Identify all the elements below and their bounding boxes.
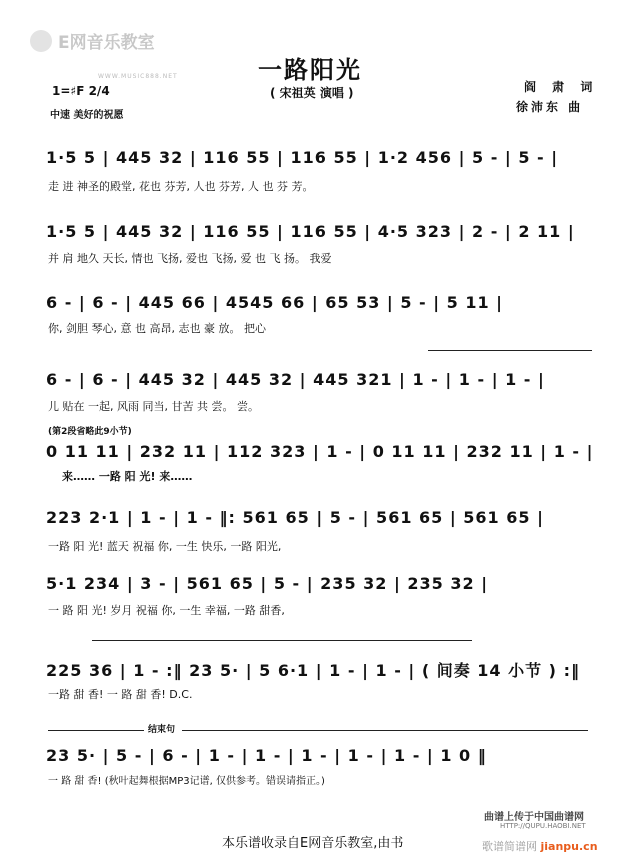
score-line-5-lyrics: 来…… 一路 阳 光! 来……: [62, 470, 193, 483]
score-line-6-lyrics: 一路 阳 光! 蓝天 祝福 你, 一生 快乐, 一路 阳光,: [48, 540, 282, 553]
volta-bracket-line-4: [428, 350, 592, 351]
score-line-3-notes: 6 - | 6 - | 445 66 | 4545 66 | 65 53 | 5 - | 5 11 |: [46, 293, 504, 312]
watermark-url: HTTP://QUPU.HAOBI.NET: [500, 822, 586, 830]
logo-icon: [30, 30, 52, 52]
ending-label: 结束句: [148, 725, 176, 735]
composer-credit: 徐沛东 曲: [516, 100, 584, 114]
score-line-4-notes: 6 - | 6 - | 445 32 | 445 32 | 445 321 | 1 - | 1 - | 1 - |: [46, 370, 545, 389]
score-line-8-notes: 225 36 | 1 - :‖ 23 5· | 5 6·1 | 1 - | 1 - | ( 间奏 14 小节 ) :‖: [46, 661, 580, 680]
volta-bracket-line-8: [92, 640, 472, 641]
score-line-5-notes: 0 11 11 | 232 11 | 112 323 | 1 - | 0 11 11 | 232 11 | 1 - |: [46, 442, 594, 461]
score-line-8-lyrics: 一路 甜 香! 一 路 甜 香! D.C.: [48, 688, 193, 701]
ending-bracket-line: [48, 730, 144, 731]
watermark-jianpu: [482, 838, 598, 854]
watermark-jianpu-domain: jianpu.cn: [540, 840, 598, 853]
site-logo: E网音乐教室: [58, 33, 155, 53]
score-line-4-lyrics: 儿 贴在 一起, 风雨 同当, 甘苦 共 尝。 尝。: [48, 400, 259, 413]
lyricist-credit: 阎 肃 词: [524, 80, 599, 94]
score-line-6-notes: 223 2·1 | 1 - | 1 - ‖: 561 65 | 5 - | 561 65 | 561 65 |: [46, 508, 544, 527]
tempo-marking: 中速 美好的祝愿: [50, 110, 124, 121]
score-line-9-lyrics: 一 路 甜 香! (秋叶起舞根据MP3记谱, 仅供参考。错误请指正。): [48, 776, 325, 787]
watermark-upload-site: 曲谱上传于中国曲谱网: [484, 812, 584, 823]
score-line-2-notes: 1·5 5 | 445 32 | 116 55 | 116 55 | 4·5 323 | 2 - | 2 11 |: [46, 222, 575, 241]
score-line-3-lyrics: 你, 剑胆 琴心, 意 也 高昂, 志也 豪 放。 把心: [48, 322, 266, 335]
song-title: 一路阳光: [258, 56, 362, 84]
ending-bracket-line-2: [182, 730, 588, 731]
score-line-7-lyrics: 一 路 阳 光! 岁月 祝福 你, 一生 幸福, 一路 甜香,: [48, 604, 285, 617]
watermark-jianpu-name: 歌谱简谱网: [482, 840, 537, 853]
score-line-1-notes: 1·5 5 | 445 32 | 116 55 | 116 55 | 1·2 456 | 5 - | 5 - |: [46, 148, 559, 167]
key-signature: 1=♯F 2/4: [52, 84, 110, 98]
score-line-7-notes: 5·1 234 | 3 - | 561 65 | 5 - | 235 32 | 235 32 |: [46, 574, 489, 593]
score-line-9-notes: 23 5· | 5 - | 6 - | 1 - | 1 - | 1 - | 1 - | 1 - | 1 0 ‖: [46, 746, 487, 765]
score-line-1-lyrics: 走 进 神圣的殿堂, 花也 芬芳, 人也 芬芳, 人 也 芬 芳。: [48, 180, 314, 193]
footer-note: 本乐谱收录自E网音乐教室,由书: [222, 836, 404, 851]
second-verse-remark: (第2段省略此9小节): [48, 427, 132, 437]
score-line-2-lyrics: 并 肩 地久 天长, 情也 飞扬, 爱也 飞扬, 爱 也 飞 扬。 我爱: [48, 252, 332, 265]
song-performer: ( 宋祖英 演唱 ): [270, 86, 354, 100]
site-url: WWW.MUSIC888.NET: [98, 73, 178, 80]
